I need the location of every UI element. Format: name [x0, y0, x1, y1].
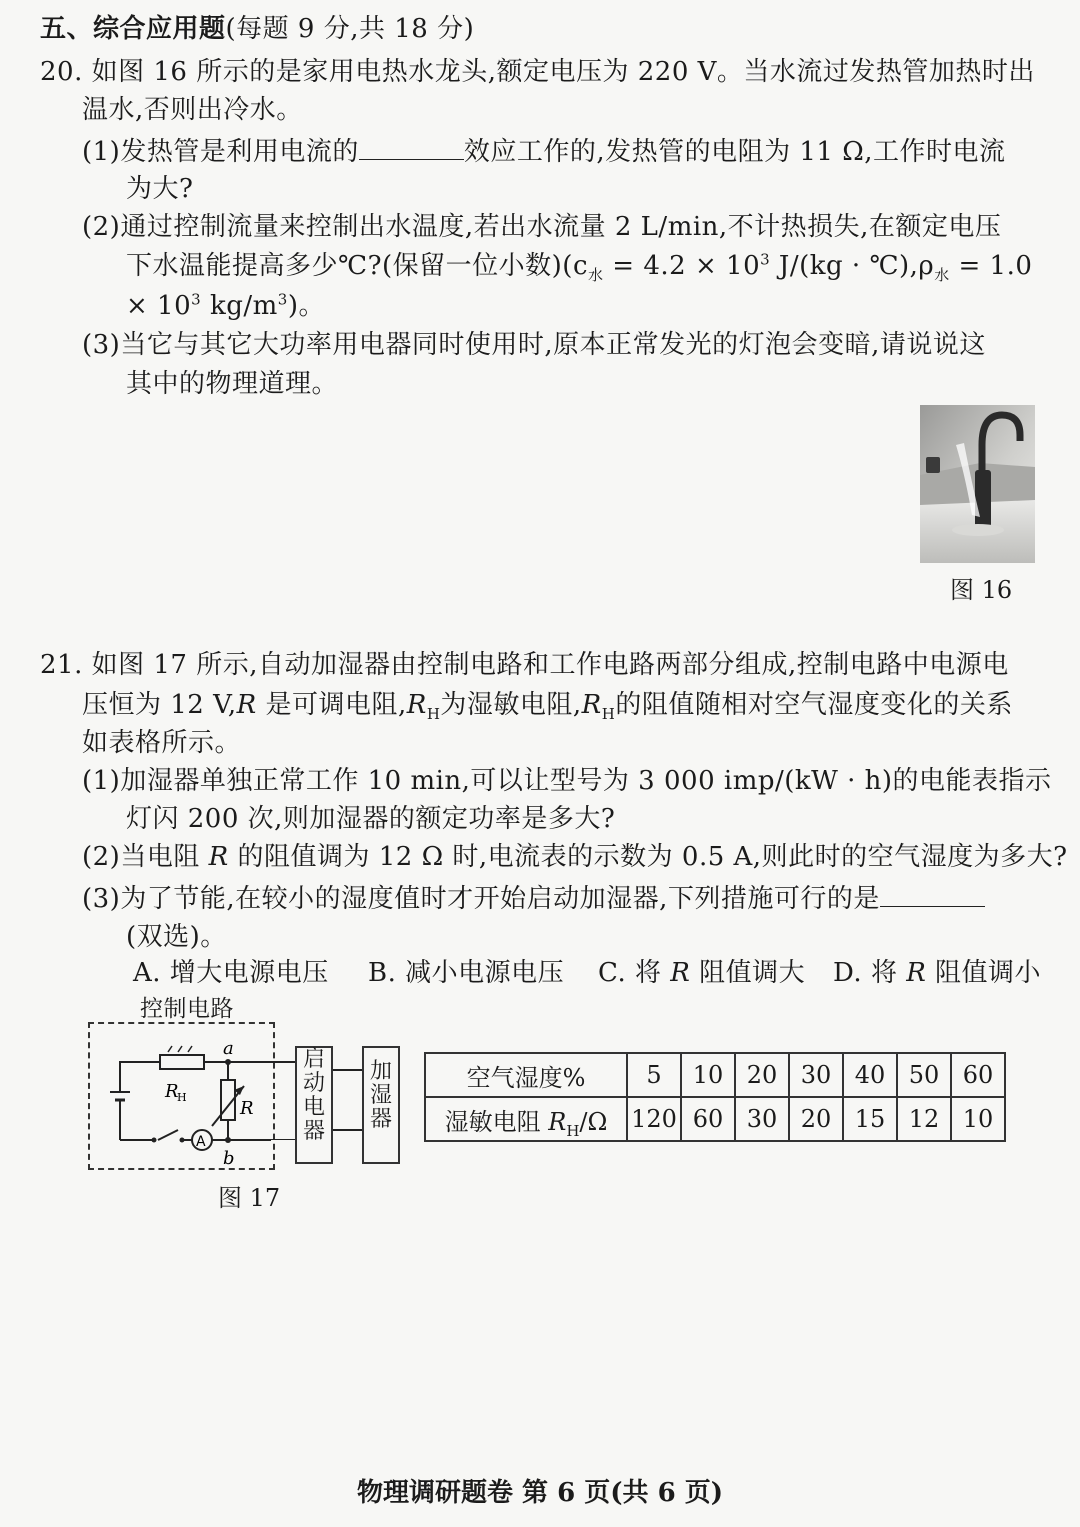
q21-answer-blank[interactable]: [880, 880, 985, 907]
q20-part3-line-2: 其中的物理道理。: [126, 369, 339, 399]
humidifier-device: 加 湿 器: [362, 1046, 400, 1164]
node-a-label: a: [223, 1038, 234, 1059]
table-cell: 20: [789, 1097, 843, 1141]
table-header-humidity: 空气湿度%: [425, 1053, 627, 1097]
table-cell: 40: [843, 1053, 897, 1097]
ammeter-label: A: [196, 1134, 206, 1150]
q20-number: 20.: [40, 57, 83, 87]
table-row-humidity: [425, 1053, 1005, 1097]
option-d: D. 将 R 阻值调小: [833, 958, 1042, 988]
starter-device: 启 动 电 器: [295, 1046, 333, 1164]
switch: [158, 1130, 178, 1140]
q20-part3-line-1: (3)当它与其它大功率用电器同时使用时,原本正常发光的灯泡会变暗,请说说这: [82, 330, 986, 360]
q20-part2-line-1: (2)通过控制流量来控制出水温度,若出水流量 2 L/min,不计热损失,在额定电压: [82, 212, 1002, 242]
q21-intro-line-1: 21. 如图 17 所示,自动加湿器由控制电路和工作电路两部分组成,控制电路中电源电: [40, 650, 1009, 680]
wire-top-left: [120, 1062, 160, 1070]
q20-part2-line-2: 下水温能提高多少℃?(保留一位小数)($c_水 = 4.2 \times 10^3$ $J/(kg \cdot ℃),\rho_水 = 1.0$: [126, 250, 1033, 285]
r-label: R: [240, 1098, 254, 1119]
table-cell: 60: [951, 1053, 1005, 1097]
q21-intro-line-3: 如表格所示。: [82, 728, 242, 758]
section-title: 五、综合应用题: [40, 14, 226, 44]
table-cell: 5: [627, 1053, 681, 1097]
control-circuit-label: 控制电路: [140, 996, 234, 1022]
table-header-resistance: 湿敏电阻 $R_H/\Omega$: [425, 1097, 627, 1141]
page-footer: 物理调研题卷 第 6 页(共 6 页): [356, 1478, 724, 1508]
table-cell: 30: [789, 1053, 843, 1097]
node-b-label: b: [223, 1148, 235, 1169]
figure-16-caption: 图 16: [950, 576, 1013, 604]
q21-intro-line-2: 压恒为 12 V,R 是可调电阻$,R_H$为湿敏电阻$,R_H$的阻值随相对空气湿度变化的关系: [82, 690, 1013, 724]
q20-intro-line-2: 温水,否则出冷水。: [82, 95, 303, 125]
table-cell: 50: [897, 1053, 951, 1097]
control-circuit-diagram: [88, 1022, 278, 1170]
q21-part3-line-1: (3)为了节能,在较小的湿度值时才开始启动加湿器,下列措施可行的是: [82, 880, 985, 916]
humidity-resistance-table: [424, 1052, 1006, 1142]
section-scoring: (每题 9 分,共 18 分): [225, 14, 475, 44]
option-a: A. 增大电源电压: [133, 958, 329, 988]
q21-part2-line: (2)当电阻 R 的阻值调为 12 Ω 时,电流表的示数为 0.5 A,则此时的空气湿度为多大?: [82, 842, 1068, 872]
table-cell: 20: [735, 1053, 789, 1097]
figure-17-caption: 图 17: [218, 1184, 281, 1212]
table-cell: 30: [735, 1097, 789, 1141]
section-header: [40, 12, 474, 46]
q20-intro-line-1: 20. 如图 16 所示的是家用电热水龙头,额定电压为 220 V。当水流过发热管加热时出: [40, 57, 1035, 87]
q20-part1-line-1: (1)发热管是利用电流的 效应工作的,发热管的电阻为 11 Ω,工作时电流: [82, 133, 1006, 169]
table-cell: 15: [843, 1097, 897, 1141]
table-cell: 60: [681, 1097, 735, 1141]
table-cell: 12: [897, 1097, 951, 1141]
q21-number: 21.: [40, 650, 83, 680]
rh-label: R: [165, 1081, 179, 1102]
q20-part1-line-2: 为大?: [126, 174, 194, 204]
humidity-resistor-rh: [160, 1055, 204, 1069]
q20-part2-line-3: × $10^3$ $kg/m^3$)。: [126, 290, 325, 321]
option-c: C. 将 R 阻值调大: [598, 958, 806, 988]
q21-part1-line-2: 灯闪 200 次,则加湿器的额定功率是多大?: [126, 804, 616, 834]
table-row-resistance: [425, 1097, 1005, 1141]
option-b: B. 减小电源电压: [368, 958, 565, 988]
rh-label-sub: H: [177, 1091, 187, 1104]
q20-answer-blank[interactable]: [359, 133, 464, 160]
q21-part1-line-1: (1)加湿器单独正常工作 10 min,可以让型号为 3 000 imp/(kW · h)的电能表指示: [82, 766, 1052, 796]
table-cell: 10: [681, 1053, 735, 1097]
table-cell: 120: [627, 1097, 681, 1141]
q21-part3-line-2: (双选)。: [126, 922, 227, 952]
faucet-photo: [920, 405, 1035, 563]
table-cell: 10: [951, 1097, 1005, 1141]
